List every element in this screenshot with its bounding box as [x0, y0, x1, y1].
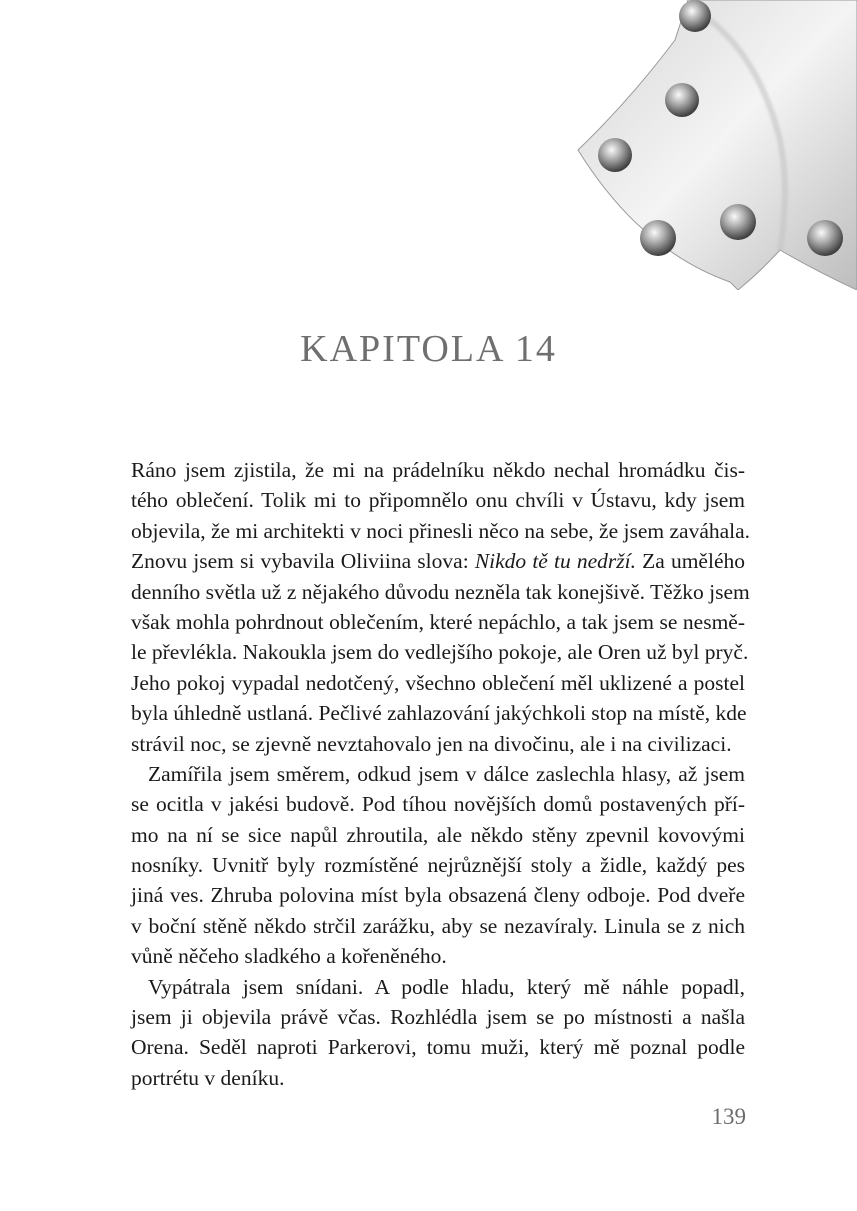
text-segment: Znovu jsem si vybavila Oliviina slova:: [131, 549, 475, 574]
text-segment: le převlékla. Nakoukla jsem do vedlejšího pokoje, ale Oren už byl pryč.: [131, 640, 749, 665]
body-text: [131, 455, 751, 1093]
paragraph: [131, 455, 751, 759]
text-segment: denního světla už z nějakého důvodu nezněla tak konejšivě. Těžko jsem: [131, 579, 750, 604]
text-segment: objevila, že mi architekti v noci přinesli něco na sebe, že jsem zaváhala.: [131, 518, 751, 543]
text-segment: mo na ní se sice napůl zhroutila, ale někdo stěny zpevnil kovovými: [131, 822, 745, 847]
text-segment: strávil noc, se zjevně nevztahovalo jen na divočinu, ale i na civilizaci.: [131, 731, 732, 756]
text-segment: tého oblečení. Tolik mi to připomnělo onu chvíli v Ústavu, kdy jsem: [131, 488, 745, 513]
text-line: [131, 577, 750, 607]
text-segment: nosníky. Uvnitř byly rozmístěné nejrůznější stoly a židle, každý pes: [131, 853, 745, 878]
text-line: [131, 789, 745, 819]
text-line: [131, 880, 745, 910]
text-segment: byla úhledně ustlaná. Pečlivé zahlazování jakýchkoli stop na místě, kde: [131, 701, 747, 726]
studded-metal-corner-ornament-icon: [570, 0, 857, 290]
text-segment: Jeho pokoj vypadal nedotčený, všechno oblečení měl uklizené a postel: [131, 670, 745, 695]
text-segment: portrétu v deníku.: [131, 1065, 285, 1090]
text-segment: Za umělého: [635, 549, 745, 574]
text-line: [131, 911, 745, 941]
text-segment: jiná ves. Zhruba polovina míst byla obsazená členy odboje. Pod dveře: [131, 883, 745, 908]
text-segment: se ocitla v jakési budově. Pod tíhou novějších domů postavených pří-: [131, 792, 745, 817]
text-line: [131, 941, 745, 971]
text-line: [131, 546, 745, 576]
text-line: [131, 485, 745, 515]
text-segment: vůně něčeho sladkého a kořeněného.: [131, 944, 447, 969]
text-line: [131, 729, 745, 759]
text-line: [131, 516, 751, 546]
chapter-title: KAPITOLA 14: [300, 328, 557, 370]
text-line: [131, 1002, 745, 1032]
italic-quote: Nikdo tě tu nedrží.: [474, 549, 636, 574]
text-line: [131, 820, 745, 850]
text-line: [131, 1063, 745, 1093]
text-line: [131, 607, 745, 637]
text-segment: Orena. Seděl naproti Parkerovi, tomu muži, který mě poznal podle: [131, 1035, 745, 1060]
text-line: [131, 1032, 745, 1062]
paragraph: [131, 759, 745, 972]
text-segment: Zamířila jsem směrem, odkud jsem v dálce zaslechla hlasy, až jsem: [148, 761, 745, 786]
text-line: [131, 668, 745, 698]
text-segment: však mohla pohrdnout oblečením, které nepáchlo, a tak jsem se nesmě-: [131, 609, 745, 634]
text-segment: Ráno jsem zjistila, že mi na prádelníku někdo nechal hromádku čis-: [131, 458, 745, 482]
page-number: 139: [711, 1104, 746, 1129]
text-line: [131, 455, 745, 485]
paragraph: [131, 972, 745, 1094]
text-segment: v boční stěně někdo strčil zarážku, aby se nezavíraly. Linula se z nich: [131, 913, 745, 938]
text-line: [131, 698, 745, 728]
text-line: [131, 759, 745, 789]
text-line: [131, 637, 749, 667]
text-line: [131, 972, 745, 1002]
text-line: [131, 850, 745, 880]
text-segment: Vypátrala jsem snídani. A podle hladu, který mě náhle popadl,: [148, 974, 745, 999]
text-segment: jsem ji objevila právě včas. Rozhlédla jsem se po místnosti a našla: [131, 1005, 745, 1030]
